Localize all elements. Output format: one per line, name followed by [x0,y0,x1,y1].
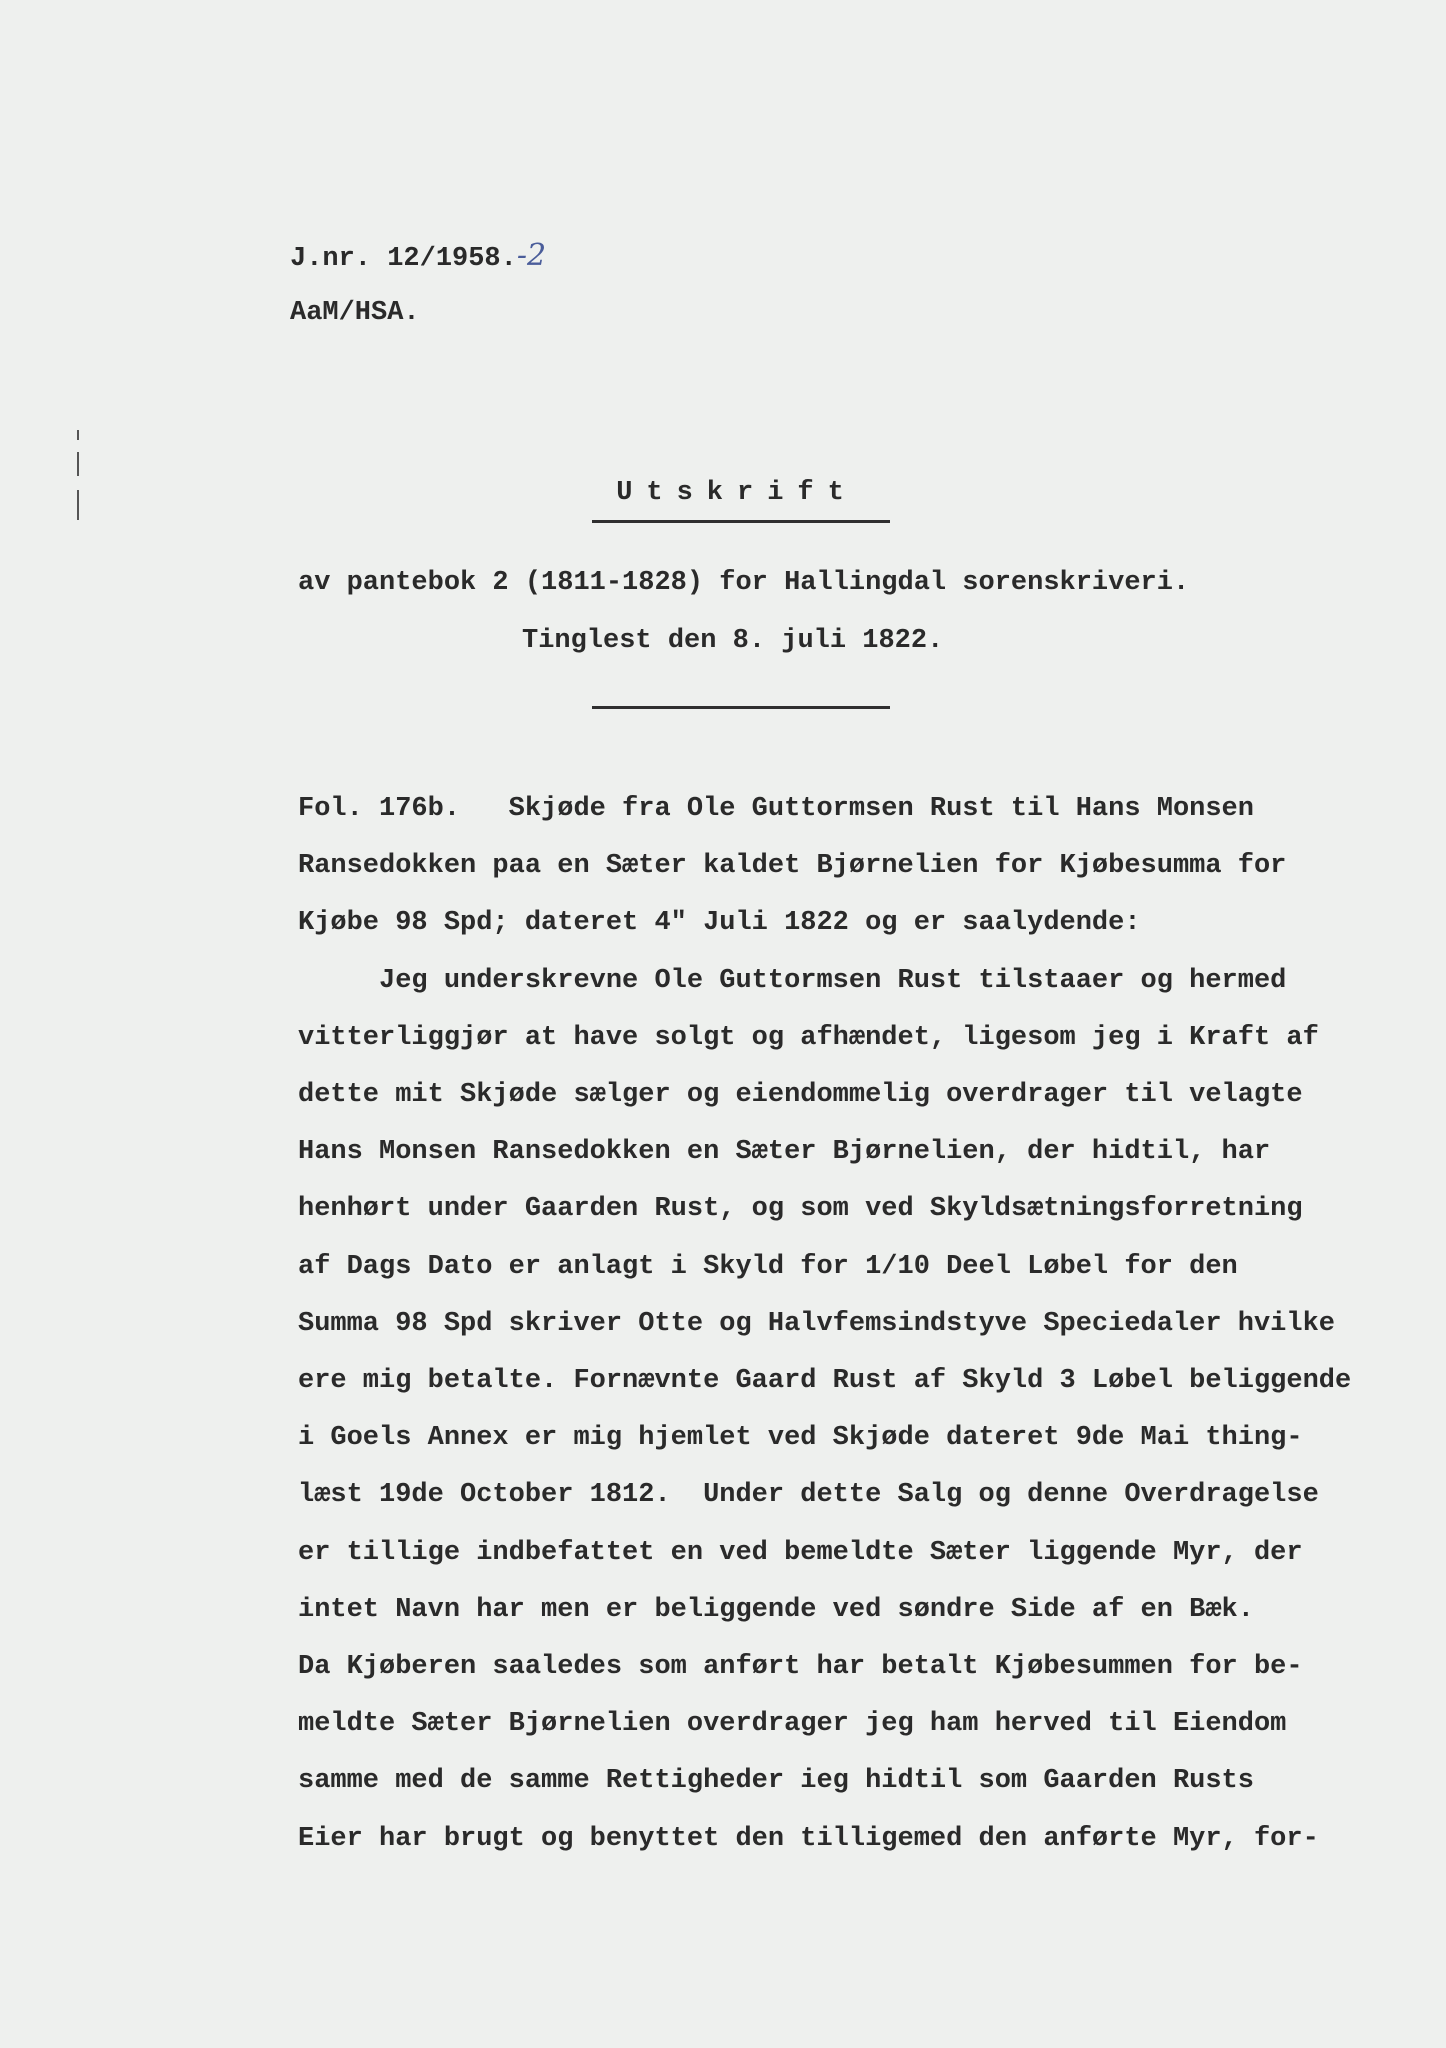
margin-mark [77,452,79,476]
body-line: henhørt under Gaarden Rust, og som ved Skyldsætningsforretning [298,1194,1303,1225]
subtitle-source: av pantebok 2 (1811-1828) for Hallingdal sorenskriveri. [298,568,1190,598]
journal-reference [290,238,546,274]
body-line: er tillige indbefattet en ved bemeldte Sæter liggende Myr, der [298,1537,1303,1568]
body-line: Fol. 176b. Skjøde fra Ole Guttormsen Rust til Hans Monsen [298,794,1254,824]
body-line: Kjøbe 98 Spd; dateret 4" Juli 1822 og er saalydende: [298,908,1141,939]
section-divider [592,706,890,709]
document-title: Utskrift [616,478,858,508]
body-line: Hans Monsen Ransedokken en Sæter Bjørnelien, der hidtil, har [298,1137,1271,1168]
body-line: intet Navn har men er beliggende ved søndre Side af en Bæk. [298,1594,1254,1625]
body-line: af Dags Dato er anlagt i Skyld for 1/10 Deel Løbel for den [298,1251,1238,1282]
margin-mark [77,430,79,440]
handwritten-suffix: -2 [516,238,547,273]
body-line: Summa 98 Spd skriver Otte og Halvfemsindstyve Speciedaler hvilke [298,1308,1335,1339]
body-line: læst 19de October 1812. Under dette Salg og denne Overdragelse [298,1480,1319,1511]
body-line: ere mig betalte. Fornævnte Gaard Rust af Skyld 3 Løbel beliggende [298,1366,1352,1396]
body-line: i Goels Annex er mig hjemlet ved Skjøde dateret 9de Mai thing- [298,1423,1303,1454]
title-underline [592,520,890,523]
body-line: vitterliggjør at have solgt og afhændet, ligesom jeg i Kraft af [298,1022,1319,1053]
subtitle-date: Tinglest den 8. juli 1822. [522,626,944,656]
body-line: Eier har brugt og benyttet den tilligemed den anførte Myr, for- [298,1823,1319,1854]
body-line: Ransedokken paa en Sæter kaldet Bjørnelien for Kjøbesumma for [298,851,1287,882]
body-line: Jeg underskrevne Ole Guttormsen Rust tilstaaer og hermed [298,965,1287,996]
body-line: Da Kjøberen saaledes som anført har betalt Kjøbesummen for be- [298,1652,1303,1682]
body-line: meldte Sæter Bjørnelien overdrager jeg ham herved til Eiendom [298,1709,1287,1740]
journal-number: J.nr. 12/1958. [290,244,517,274]
body-line: samme med de samme Rettigheder ieg hidtil som Gaarden Rusts [298,1766,1254,1797]
initials: AaM/HSA. [290,298,420,328]
body-line: dette mit Skjøde sælger og eiendommelig overdrager til velagte [298,1080,1303,1110]
